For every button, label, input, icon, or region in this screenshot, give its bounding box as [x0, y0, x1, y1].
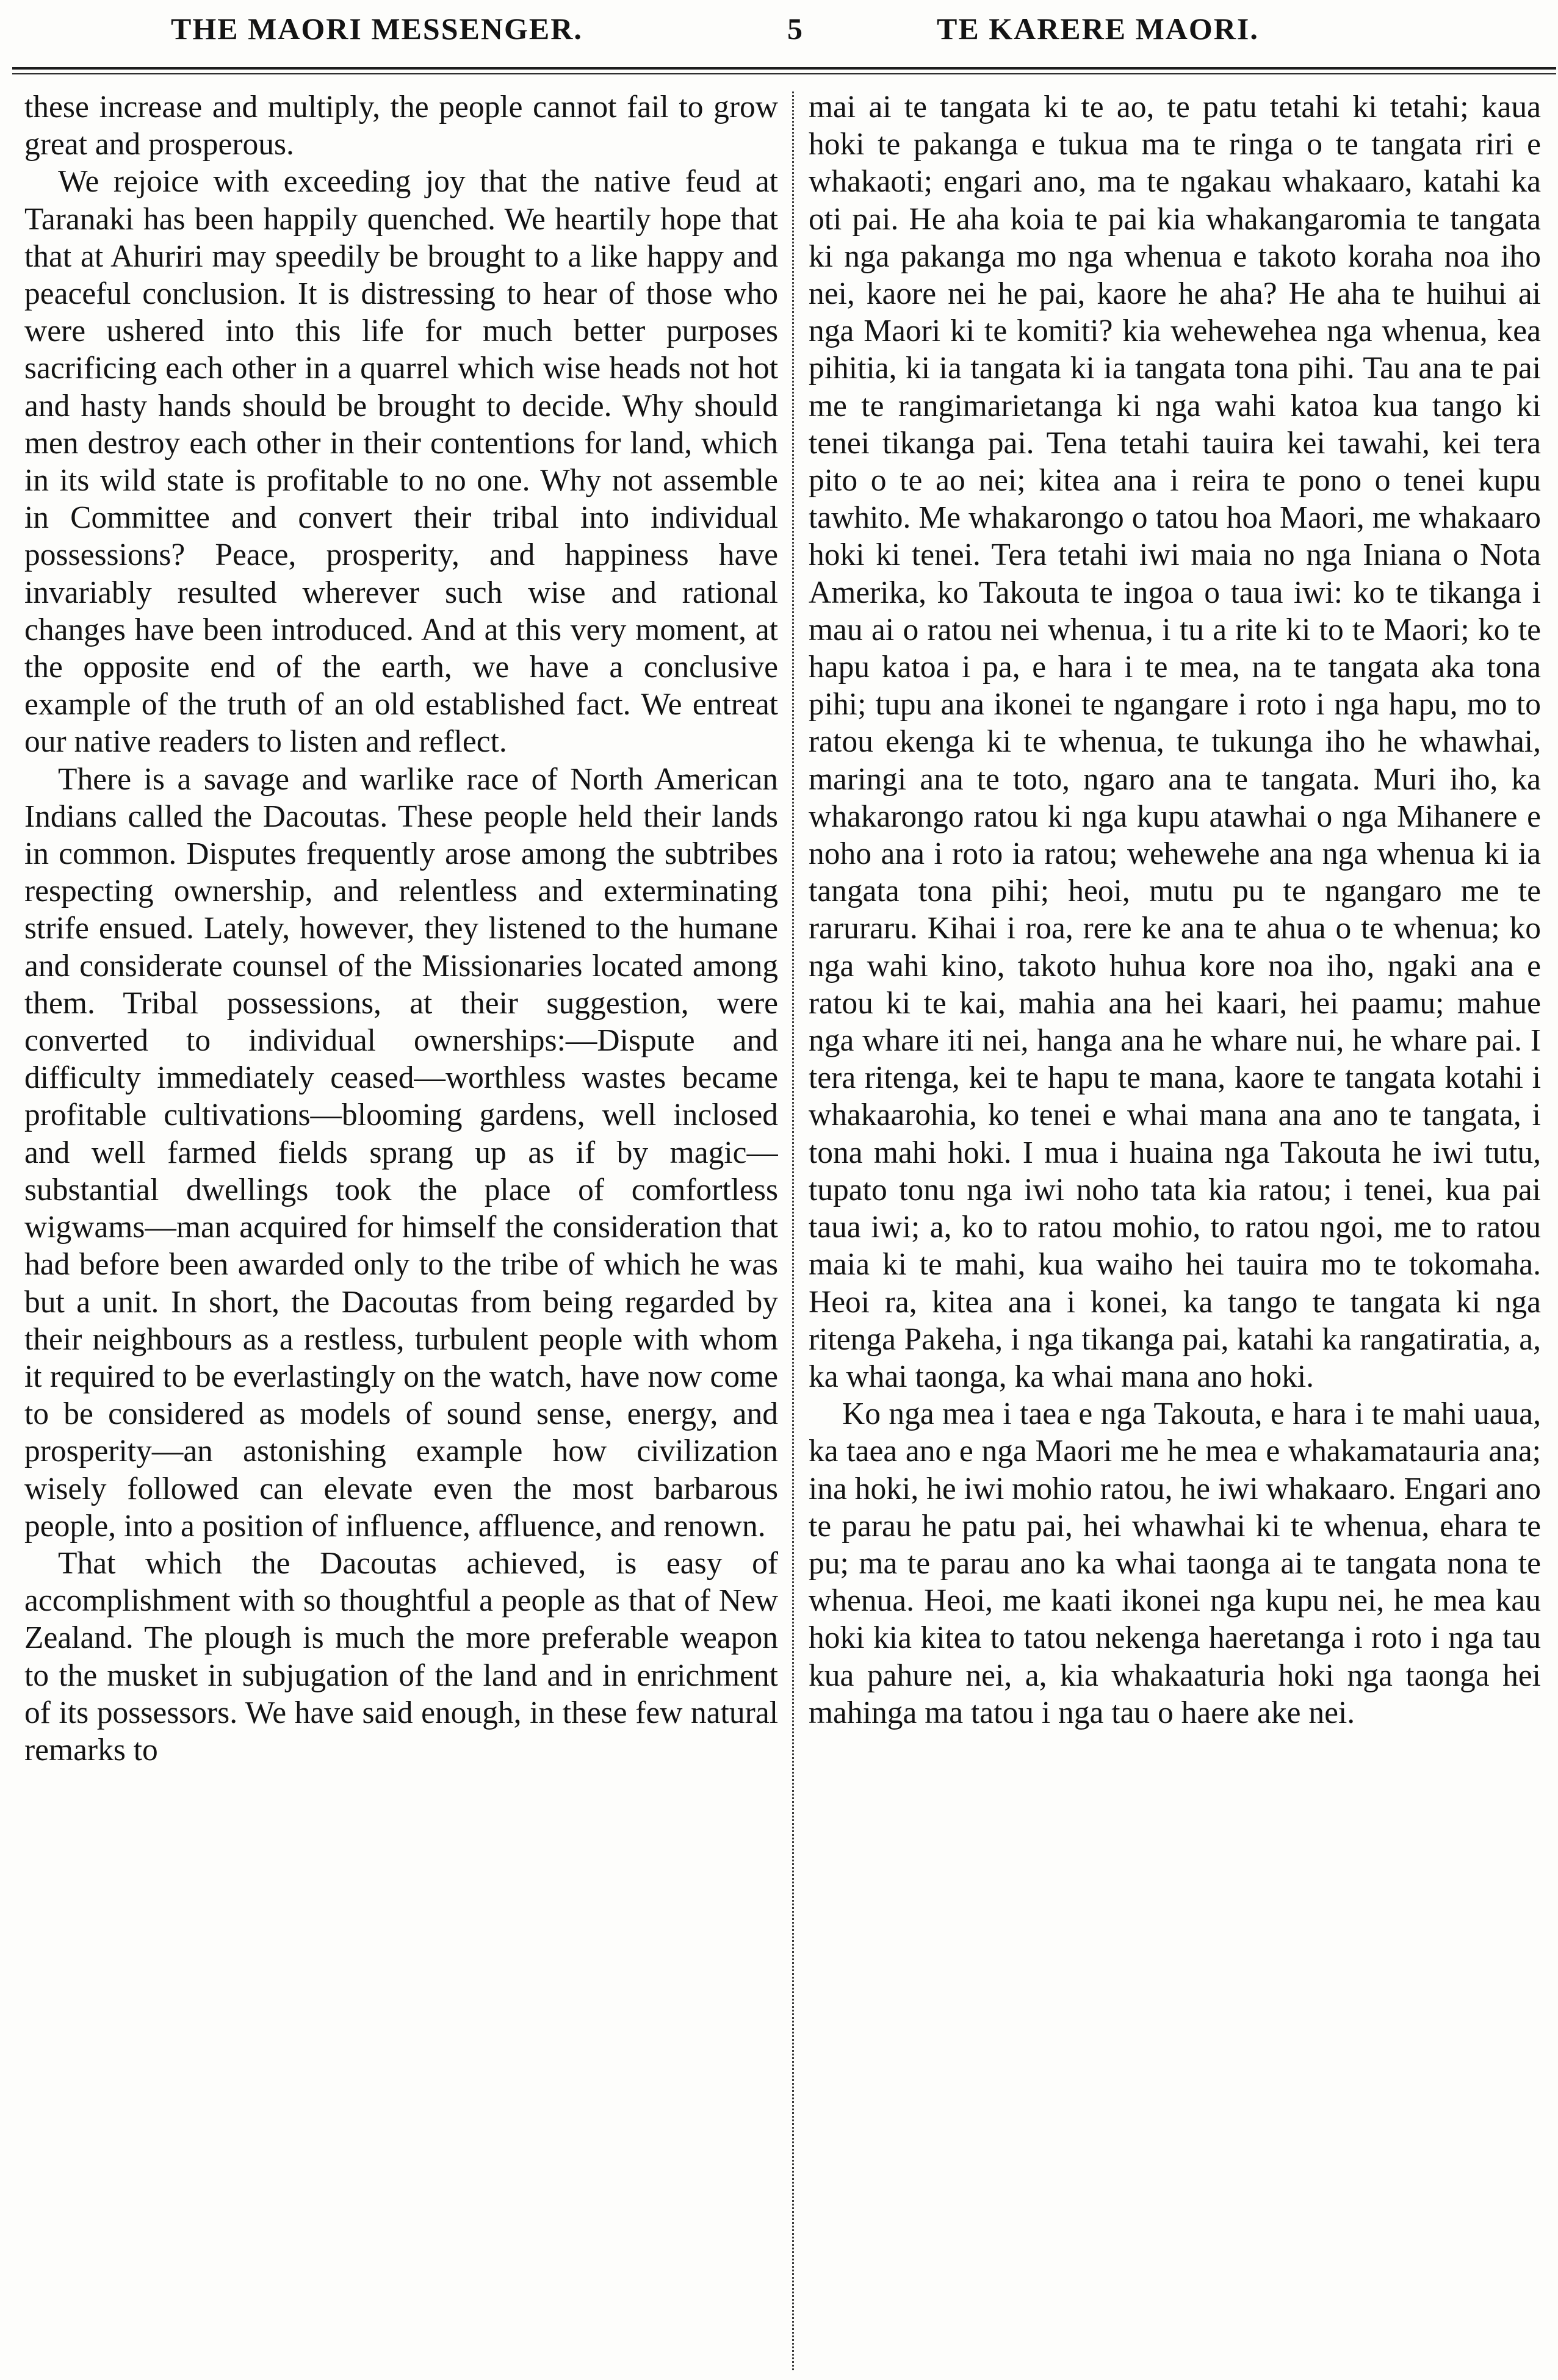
- header-rule: [12, 67, 1556, 70]
- header-rule-thin: [12, 73, 1556, 74]
- english-column: [24, 88, 778, 2370]
- english-masthead: THE MAORI MESSENGER.: [171, 12, 583, 46]
- english-paragraph: There is a savage and warlike race of North American Indians called the Dacoutas. These people held their lands in common. Disputes frequently arose among the subtribes respecting ownership, and relentless and exterminating strife ensued. Lately, however, they listened to the humane and considerate counsel of the Missionaries located among them. Tribal possessions, at their suggestion, were converted to individual ownerships:—Dispute and difficulty immediately ceased—worthless wastes became profitable cultivations—blooming gardens, well inclosed and well farmed fields sprang up as if by magic—substantial dwellings took the place of comfortless wigwams—man acquired for himself the consideration that had before been awarded only to the tribe of which he was but a unit. In short, the Dacoutas from being regarded by their neighbours as a restless, turbulent people with whom it required to be everlastingly on the watch, have now come to be considered as models of sound sense, energy, and prosperity—an astonishing example how civilization wisely followed can elevate even the most barbarous people, into a position of influence, affluence, and renown.: [24, 761, 778, 1544]
- english-paragraph: We rejoice with exceeding joy that the native feud at Taranaki has been happily quenched. We heartily hope that that at Ahuriri may speedily be brought to a like happy and peaceful conclusion. It is distressing to hear of those who were ushered into this life for much better purposes sacrificing each other in a quarrel which wise heads not hot and hasty hands should be brought to decide. Why should men destroy each other in their contentions for land, which in its wild state is profitable to no one. Why not assemble in Committee and convert their tribal into individual possessions? Peace, prosperity, and happiness have invariably resulted wherever such wise and rational changes have been introduced. And at this very moment, at the opposite end of the earth, we have a conclusive example of the truth of an old established fact. We entreat our native readers to listen and reflect.: [24, 164, 778, 760]
- running-header: [0, 11, 1558, 54]
- maori-paragraph: Ko nga mea i taea e nga Takouta, e hara i te mahi uaua, ka taea ano e nga Maori me he mea e whakamatauria ana; ina hoki, he iwi mohio ratou, he iwi whakaaro. Engari ano te parau he patu pai, hei whawhai ki te whenua, ehara te pu; ma te parau ano ka whai taonga ai te tangata nona te whenua. Heoi, me kaati ikonei nga kupu nei, he mea kau hoki kia kitea to tatou nekenga haeretanga i roto i nga tau kua pahure nei, a, kia whakaaturia hoki nga taonga hei mahinga ma tatou i nga tau o haere ake nei.: [809, 1397, 1541, 1730]
- maori-paragraph: mai ai te tangata ki te ao, te patu tetahi ki tetahi; kaua hoki te pakanga e tukua ma te ringa o te tangata riri e whakaoti; engari ano, ma te ngakau whakaaro, katahi ka oti pai. He aha koia te pai kia whakangaromia te tangata ki nga pakanga mo nga whenua e takoto koraha noa iho nei, kaore nei he pai, kaore he aha? He aha te huihui ai nga Maori ki te komiti? kia wehewehea nga whenua, kea pihitia, ki ia tangata ki ia tangata tona pihi. Tau ana te pai me te rangimarietanga ki nga wahi katoa kua tango ki tenei tikanga pai. Tena tetahi tauira kei tawahi, kei tera pito o te ao nei; kitea ana i reira te pono o tenei kupu tawhito. Me whakarongo o tatou hoa Maori, me whakaaro hoki ki tenei. Tera tetahi iwi maia no nga Iniana o Nota Amerika, ko Takouta te ingoa o taua iwi: ko te tikanga i mau ai o ratou nei whenua, i tu a rite ki to te Maori; ko te hapu katoa i pa, e hara i te mea, na te tangata aka tona pihi; tupu ana ikonei te ngangare i roto i nga hapu, mo to ratou ekenga ki te whenua, te tukunga iho he whawhai, maringi ana te toto, ngaro ana te tangata. Muri iho, ka whakarongo ratou ki nga kupu atawhai o nga Mihanere e noho ana i roto ia ratou; wehewehe ana nga whenua ki ia tangata tona pihi; heoi, mutu pu te ngangaro me te raruraru. Kihai i roa, rere ke ana te ahua o te whenua; ko nga wahi kino, takoto huhua kore noa iho, ngaki ana e ratou ki te kai, mahia ana hei kaari, hei paamu; mahue nga whare iti nei, hanga ana he whare nui, he whare pai. I tera ritenga, kei te hapu te mana, kaore te tangata kotahi i whakaarohia, ko tenei e whai mana ana ano te tangata, i tona mahi hoki. I mua i huaina nga Takouta he iwi tutu, tupato tonu nga iwi noho tata kia ratou; i tenei, kua pai taua iwi; a, ko to ratou mohio, to ratou ngoi, me to ratou maia ki te mahi, kua waiho hei tauira mo te tokomaha. Heoi ra, kitea ana i konei, ka tango te tangata ki nga ritenga Pakeha, i nga tikanga pai, katahi ka rangatiratia, a, ka whai taonga, ka whai mana ano hoki.: [809, 90, 1541, 1394]
- english-paragraph: these increase and multiply, the people cannot fail to grow great and prosperous.: [24, 90, 778, 162]
- column-divider: [792, 92, 794, 2370]
- maori-column: [809, 88, 1541, 2370]
- page-number: 5: [787, 12, 802, 46]
- maori-masthead: TE KARERE MAORI.: [937, 12, 1259, 46]
- english-paragraph: That which the Dacoutas achieved, is easy of accomplishment with so thoughtful a people as that of New Zealand. The plough is much the more preferable weapon to the musket in subjugation of the land and in enrichment of its possessors. We have said enough, in these few natural remarks to: [24, 1545, 778, 1767]
